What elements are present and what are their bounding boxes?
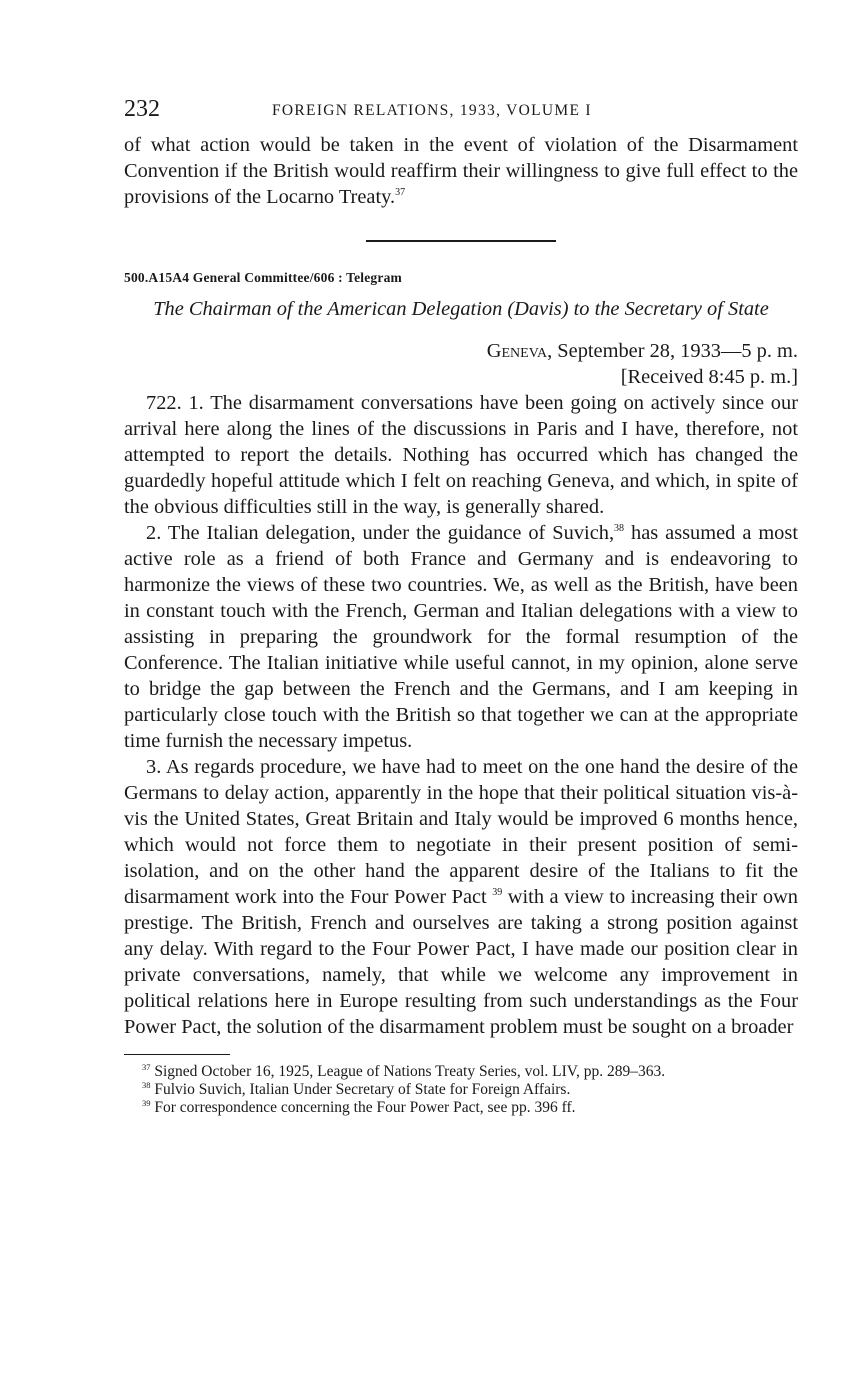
footnote-38 — [124, 1081, 798, 1099]
footnote-ref-39: 39 — [492, 887, 503, 899]
continuation-paragraph — [124, 132, 798, 210]
footnote-text: Fulvio Suvich, Italian Under Secretary of State for Foreign Affairs. — [150, 1081, 571, 1098]
paragraph-2-text-b: has assumed a most active role as a friend of both France and Germany and is endeavoring to harmonize the views of these two countries. We, as well as the British, have been in constant touch with the French, German and Italian delegations with a view to assisting in preparing the groundwork for the formal resumption of the Conference. The Italian initiative while useful cannot, in my opinion, alone serve to bridge the gap between the French and the Germans, and I am keeping in particularly close touch with the British so that together we can at the appropriate time furnish the necessary impetus. — [124, 522, 798, 752]
received-line: [Received 8:45 p. m.] — [620, 366, 798, 388]
page-number: 232 — [124, 96, 160, 122]
paragraph-2 — [124, 520, 798, 754]
footnote-divider — [124, 1054, 230, 1055]
document-page — [124, 92, 798, 1117]
document-title: The Chairman of the American Delegation (Davis) to the Secretary of State — [153, 298, 769, 320]
footnote-mark: 38 — [142, 1079, 151, 1090]
paragraph-2-text-a: 2. The Italian delegation, under the guidance of Suvich, — [146, 522, 615, 544]
dateline-place: Geneva — [486, 340, 548, 362]
footnote-mark: 37 — [142, 1061, 151, 1072]
paragraph-3 — [124, 754, 798, 1040]
running-head — [124, 92, 798, 132]
dateline-date: , September 28, 1933—5 p. m. — [547, 340, 798, 362]
file-reference: 500.A15A4 General Committee/606 : Telegram — [124, 270, 402, 285]
paragraph-3-text-b: with a view to increasing their own prestige. The British, French and ourselves are taking a strong position against any delay. With regard to the Four Power Pact, I have made our position clear in private conversations, namely, that while we welcome any improvement in political relations here in Europe resulting from such understandings as the Four Power Pact, the solution of the disarmament problem must be sought on a broader — [124, 886, 798, 1038]
footnote-37 — [124, 1063, 798, 1081]
telegram-body — [124, 390, 798, 1040]
footnote-ref-38: 38 — [614, 523, 625, 535]
header-title: FOREIGN RELATIONS, 1933, VOLUME I — [272, 102, 592, 119]
dateline — [124, 338, 798, 364]
footnote-mark: 39 — [142, 1097, 151, 1108]
paragraph-3-text-a: 3. As regards procedure, we have had to meet on the one hand the desire of the Germans to delay action, apparently in the hope that their political situation vis-à-vis the United States, Great Britain and Italy would be improved 6 months hence, which would not force them to negotiate in their present position of semi-isolation, and on the other hand the apparent desire of the Italians to fit the disarmament work into the Four Power Pact — [124, 756, 798, 908]
paragraph-1: 722. 1. The disarmament conversations have been going on actively since our arrival here along the lines of the discussions in Paris and I have, therefore, not attempted to report the details. Nothing has occurred which has changed the guardedly hopeful attitude which I felt on reaching Geneva, and which, in spite of the obvious difficulties still in the way, is generally shared. — [124, 392, 798, 518]
continuation-text: of what action would be taken in the event of violation of the Disarmament Convention if the British would reaffirm their willingness to give full effect to the provisions of the Locarno Treaty. — [124, 134, 798, 208]
footnote-text: For correspondence concerning the Four Power Pact, see pp. 396 ff. — [150, 1099, 576, 1116]
footnote-ref-37: 37 — [395, 187, 406, 199]
footnote-39 — [124, 1099, 798, 1117]
footnotes — [124, 1063, 798, 1117]
section-divider — [366, 240, 556, 242]
footnote-text: Signed October 16, 1925, League of Nations Treaty Series, vol. LIV, pp. 289–363. — [150, 1063, 666, 1080]
